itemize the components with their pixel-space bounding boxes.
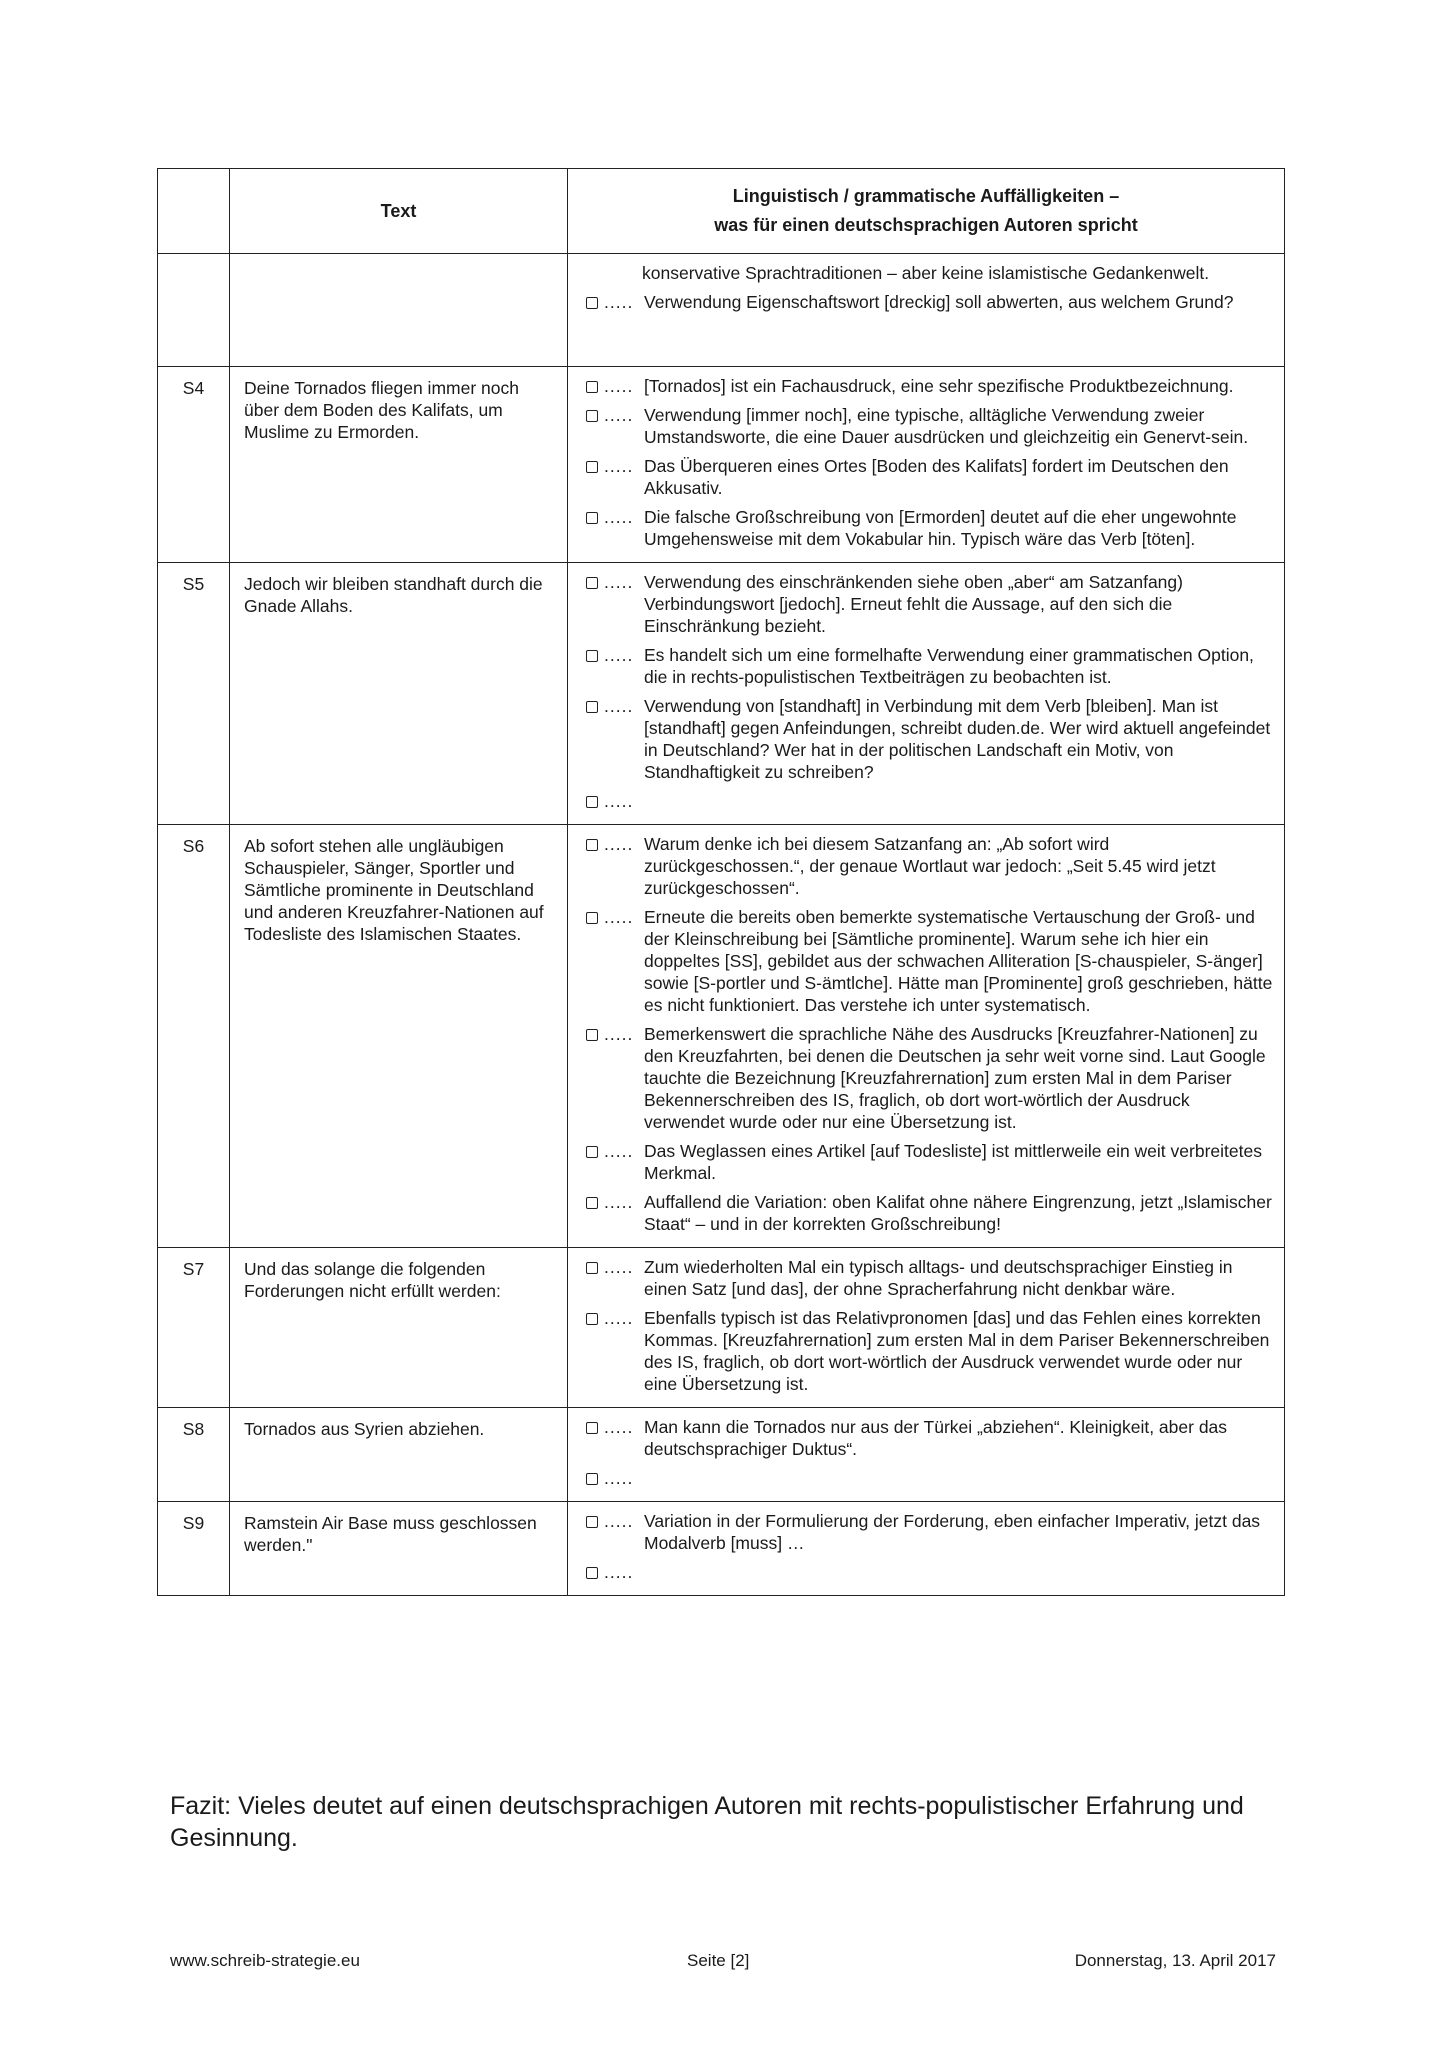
table-row-s9	[158, 1502, 1285, 1596]
leader-dots: .....	[604, 507, 634, 527]
leader-dots: .....	[604, 1511, 634, 1531]
footer-page-number: Seite [2]	[687, 1951, 750, 1970]
row-notes-cell	[568, 254, 1285, 367]
note-text: Auffallend die Variation: oben Kalifat ohne nähere Eingrenzung, jetzt „Islamischer Staat“ – und in der korrekten Großschreibung!	[644, 1192, 1272, 1234]
note-text: Erneute die bereits oben bemerkte systematische Vertauschung der Groß- und der Kleinschreibung bei [Sämtliche prominente]. Warum sehe ich hier ein doppeltes [SS], gebildet aus der schwachen Alliteration [S-chauspieler, S-änger] sowie [S-portler und S-ämtlche]. Hätte man [Prominente] groß geschrieben, hätte es nicht funktioniert. Das verstehe ich unter systematisch.	[644, 907, 1273, 1015]
row-text-cell: Und das solange die folgenden Forderungen nicht erfüllt werden:	[230, 1248, 568, 1408]
checklist-item	[586, 1191, 1274, 1235]
checkbox-icon	[586, 1567, 598, 1579]
row-id-cell: S6	[158, 825, 230, 1248]
fazit-conclusion: Fazit: Vieles deutet auf einen deutschsprachigen Autoren mit rechts-populistischer Erfahrung und Gesinnung.	[170, 1792, 1244, 1852]
checkbox-icon	[586, 912, 598, 924]
checkbox-icon	[586, 796, 598, 808]
row-text-cell: Deine Tornados fliegen immer noch über dem Boden des Kalifats, um Muslime zu Ermorden.	[230, 367, 568, 563]
leader-dots: .....	[604, 456, 634, 476]
checkbox-icon	[586, 1422, 598, 1434]
footer-date: Donnerstag, 13. April 2017	[1074, 1951, 1276, 1970]
header-notes-line-2: was für einen deutschsprachigen Autoren spricht	[714, 215, 1138, 235]
checkbox-icon	[586, 381, 598, 393]
leader-dots: .....	[604, 791, 634, 811]
continuation-row	[158, 254, 1285, 367]
checklist-item	[586, 375, 1274, 397]
row-id-cell: S4	[158, 367, 230, 563]
checklist-item	[586, 506, 1274, 550]
leader-dots: .....	[604, 696, 634, 716]
checklist-item	[586, 1510, 1274, 1554]
note-text: Variation in der Formulierung der Forderung, eben einfacher Imperativ, jetzt das Modalverb [muss] …	[644, 1511, 1261, 1553]
row-id-cell: S7	[158, 1248, 230, 1408]
header-id-cell	[158, 169, 230, 254]
table-row-s5	[158, 563, 1285, 825]
table-row-s8	[158, 1408, 1285, 1502]
checkbox-icon	[586, 1516, 598, 1528]
footer-website: www.schreib-strategie.eu	[170, 1951, 360, 1970]
row-text-cell: Jedoch wir bleiben standhaft durch die Gnade Allahs.	[230, 563, 568, 825]
leader-dots: .....	[604, 645, 634, 665]
row-id-cell: S9	[158, 1502, 230, 1596]
leader-dots: .....	[604, 834, 634, 854]
checklist-item	[586, 833, 1274, 899]
checklist-item	[586, 906, 1274, 1016]
leader-dots: .....	[604, 907, 634, 927]
leader-dots: .....	[604, 292, 634, 312]
note-text: Verwendung von [standhaft] in Verbindung mit dem Verb [bleiben]. Man ist [standhaft] gegen Anfeindungen, schreibt duden.de. Wer wird aktuell angefeindet in Deutschland? Wer hat in der politischen Landschaft ein Motiv, von Standhaftigkeit zu schreiben?	[644, 696, 1271, 782]
leader-dots: .....	[604, 1192, 634, 1212]
row-notes-cell	[568, 1502, 1285, 1596]
leader-dots: .....	[604, 1141, 634, 1161]
table-row-s7	[158, 1248, 1285, 1408]
checklist-item	[586, 1256, 1274, 1300]
checkbox-icon	[586, 839, 598, 851]
row-notes-cell	[568, 367, 1285, 563]
checkbox-icon	[586, 512, 598, 524]
checkbox-icon	[586, 1473, 598, 1485]
leader-dots: .....	[604, 572, 634, 592]
checkbox-icon	[586, 701, 598, 713]
note-text: Verwendung Eigenschaftswort [dreckig] soll abwerten, aus welchem Grund?	[644, 292, 1234, 312]
note-text: Es handelt sich um eine formelhafte Verwendung einer grammatischen Option, die in rechts-populistischen Textbeiträgen zu beobachten ist.	[644, 645, 1254, 687]
row-id-cell: S5	[158, 563, 230, 825]
row-notes-cell	[568, 825, 1285, 1248]
checklist-item	[586, 1561, 1274, 1583]
header-text-cell: Text	[230, 169, 568, 254]
table-row-s6	[158, 825, 1285, 1248]
checkbox-icon	[586, 1313, 598, 1325]
header-notes-line-1: Linguistisch / grammatische Auffälligkeiten –	[732, 186, 1120, 206]
checklist-item	[586, 1307, 1274, 1395]
checklist-item	[586, 644, 1274, 688]
leader-dots: .....	[604, 1257, 634, 1277]
leader-dots: .....	[604, 1468, 634, 1488]
note-text: Warum denke ich bei diesem Satzanfang an: „Ab sofort wird zurückgeschossen.“, der genaue Wortlaut war jedoch: „Seit 5.45 wird jetzt zurückgeschossen“.	[644, 834, 1216, 898]
note-text: Zum wiederholten Mal ein typisch alltags- und deutschsprachiger Einstieg in einen Satz [und das], der ohne Spracherfahrung nicht denkbar wäre.	[644, 1257, 1233, 1299]
row-text-cell: Tornados aus Syrien abziehen.	[230, 1408, 568, 1502]
note-text: Bemerkenswert die sprachliche Nähe des Ausdrucks [Kreuzfahrer-Nationen] zu den Kreuzfahrten, bei denen die Deutschen ja sehr weit vorne sind. Laut Google tauchte die Bezeichnung [Kreuzfahrernation] zum ersten Mal in dem Pariser Bekennerschreiben des IS, fraglich, ob dort wort-wörtlich der Ausdruck verwendet wurde oder nur eine Übersetzung ist.	[644, 1024, 1266, 1132]
header-notes-cell	[568, 169, 1285, 254]
checklist-item	[586, 571, 1274, 637]
checkbox-icon	[586, 1146, 598, 1158]
checkbox-icon	[586, 1262, 598, 1274]
table-row-s4	[158, 367, 1285, 563]
note-text: Verwendung des einschränkenden siehe oben „aber“ am Satzanfang) Verbindungswort [jedoch]. Erneut fehlt die Aussage, auf den sich die Einschränkung bezieht.	[644, 572, 1183, 636]
continuation-lead-text: konservative Sprachtraditionen – aber keine islamistische Gedankenwelt.	[642, 263, 1210, 283]
table-header-row	[158, 169, 1285, 254]
note-text: Man kann die Tornados nur aus der Türkei „abziehen“. Kleinigkeit, aber das deutschsprachiger Duktus“.	[644, 1417, 1228, 1459]
leader-dots: .....	[604, 405, 634, 425]
row-notes-cell	[568, 563, 1285, 825]
leader-dots: .....	[604, 1308, 634, 1328]
leader-dots: .....	[604, 376, 634, 396]
checklist-item	[586, 1416, 1274, 1460]
checklist-item	[586, 695, 1274, 783]
row-text-cell: Ramstein Air Base muss geschlossen werden."	[230, 1502, 568, 1596]
note-text: [Tornados] ist ein Fachausdruck, eine sehr spezifische Produktbezeichnung.	[644, 376, 1234, 396]
note-text: Ebenfalls typisch ist das Relativpronomen [das] und das Fehlen eines korrekten Kommas. [Kreuzfahrernation] zum ersten Mal in dem Pariser Bekennerschreiben des IS, fraglich, ob dort wort-wörtlich der Ausdruck verwendet wurde oder nur eine Übersetzung ist.	[644, 1308, 1270, 1394]
row-notes-cell	[568, 1408, 1285, 1502]
analysis-table	[157, 168, 1285, 1596]
row-notes-cell	[568, 1248, 1285, 1408]
checkbox-icon	[586, 1029, 598, 1041]
row-id-cell	[158, 254, 230, 367]
checklist-item	[586, 1140, 1274, 1184]
checklist-item	[586, 404, 1274, 448]
row-text-cell: Ab sofort stehen alle ungläubigen Schauspieler, Sänger, Sportler und Sämtliche prominente in Deutschland und anderen Kreuzfahrer-Nationen auf Todesliste des Islamischen Staates.	[230, 825, 568, 1248]
note-text: Das Weglassen eines Artikel [auf Todesliste] ist mittlerweile ein weit verbreitetes Merkmal.	[644, 1141, 1262, 1183]
checkbox-icon	[586, 577, 598, 589]
checklist-item	[586, 790, 1274, 812]
checkbox-icon	[586, 650, 598, 662]
leader-dots: .....	[604, 1417, 634, 1437]
checklist-item	[586, 1023, 1274, 1133]
checklist-item	[586, 455, 1274, 499]
note-text: Verwendung [immer noch], eine typische, alltägliche Verwendung zweier Umstandsworte, die eine Dauer ausdrücken und gleichzeitig ein Genervt-sein.	[644, 405, 1249, 447]
row-text-cell	[230, 254, 568, 367]
checkbox-icon	[586, 1197, 598, 1209]
leader-dots: .....	[604, 1562, 634, 1582]
checkbox-icon	[586, 410, 598, 422]
leader-dots: .....	[604, 1024, 634, 1044]
note-text: Die falsche Großschreibung von [Ermorden] deutet auf die eher ungewohnte Umgehensweise mit dem Vokabular hin. Typisch wäre das Verb [töten].	[644, 507, 1237, 549]
row-id-cell: S8	[158, 1408, 230, 1502]
checkbox-icon	[586, 461, 598, 473]
checkbox-icon	[586, 297, 598, 309]
checklist-item	[586, 1467, 1274, 1489]
checklist-item	[586, 291, 1274, 313]
note-text: Das Überqueren eines Ortes [Boden des Kalifats] fordert im Deutschen den Akkusativ.	[644, 456, 1229, 498]
